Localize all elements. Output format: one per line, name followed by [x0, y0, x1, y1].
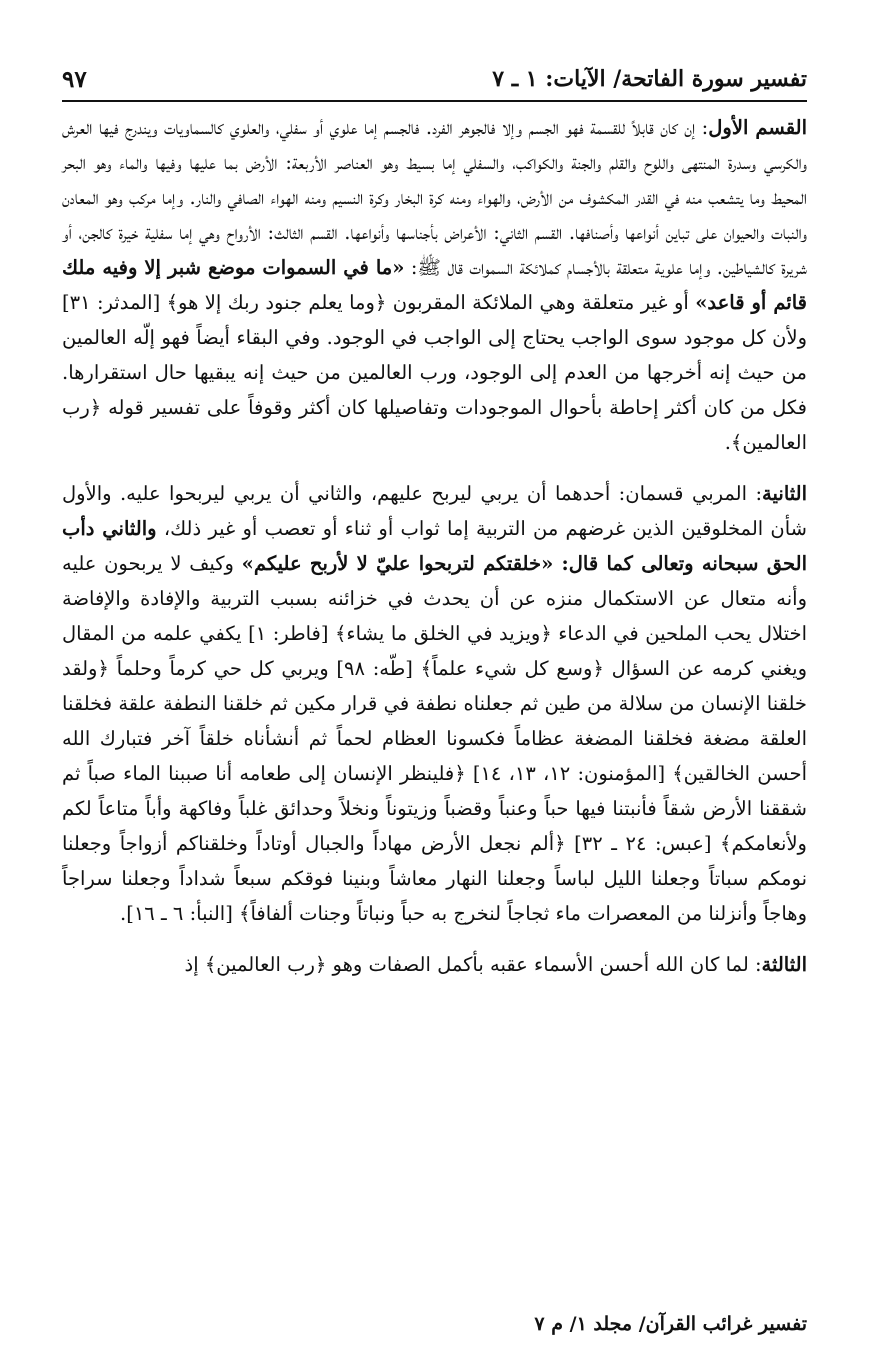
- paragraph-text: : إن كان قابلاً للقسمة فهو الجسم وإلا فالجوهر الفرد. فالجسم إما علوي أو سفلي، والعلوي كالسماويات ويندرج فيها العرش والكرسي وسدرة المنتهى واللوح والقلم والجنة والكواكب، والسفلي إما بسيط وهو العناصر الأربعة: الأرض بما عليها وفيها والماء وهو البحر المحيط وما يتشعب منه في القدر المكشوف من الأرض، والهواء ومنه كرة البخار وكرة النسيم ومنه الهواء الصافي والنار. وإما مركب وهو المعادن والنبات والحيوان على تباين أنواعها وأصنافها. القسم الثاني: الأعراض بأجناسها وأنواعها. القسم الثالث: الأرواح وهي إما سفلية خيرة كالجن، أو شريرة كالشياطين. وإما علوية متعلقة بالأجسام كملائكة السموات قال ﷺ:: [62, 116, 808, 279]
- paragraph-second: [62, 476, 807, 931]
- footer-signature: تفسير غرائب القرآن/ مجلد ١/ م ٧: [534, 1313, 807, 1335]
- section-heading: القسم الأول: [708, 116, 807, 139]
- paragraph-first-section: [62, 110, 807, 460]
- header-title: تفسير سورة الفاتحة/ الآيات: ١ ـ ٧: [492, 66, 807, 92]
- paragraph-text: : المربي قسمان: أحدهما أن يربي ليربح عليهم، والثاني أن يربي ليربحوا عليه. والأول شأن المخلوقين الذين غرضهم من التربية إما ثواب أو ثناء أو تعصب أو غير ذلك،: [62, 482, 808, 540]
- section-heading: الثالثة: [761, 953, 807, 976]
- paragraph-gap: [62, 460, 807, 476]
- paragraph-text: وكيف لا يربحون عليه وأنه متعال عن الاستكمال منزه عن أن يحدث في خزائنه بسبب التربية والإفادة والإفاضة اختلال يحب الملحين في الدعاء ﴿ويزيد في الخلق ما يشاء﴾ [فاطر: ١] يكفي علمه من المقال ويغني كرمه عن السؤال ﴿وسع كل شيء علماً﴾ [طّه: ٩٨] ويربي كل حي كرماً وحلماً ﴿ولقد خلقنا الإنسان من سلالة من طين ثم جعلناه نطفة في قرار مكين ثم خلقنا النطفة علقة فخلقنا العلقة مضغة فخلقنا المضغة عظاماً فكسونا العظام لحماً ثم أنشأناه خلقاً آخر فتبارك الله أحسن الخالقين﴾ [المؤمنون: ١٢، ١٣، ١٤] ﴿فلينظر الإنسان إلى طعامه أنا صببنا الماء صباً ثم شققنا الأرض شقاً فأنبتنا فيها حباً وعنباً وقضباً وزيتوناً ونخلاً وحدائق غلباً وفاكهة وأباً متاعاً لكم ولأنعامكم﴾ [عبس: ٢٤ ـ ٣٢] ﴿ألم نجعل الأرض مهاداً والجبال أوتاداً وخلقناكم أزواجاً وجعلنا نومكم سباتاً وجعلنا الليل لباساً وجعلنا النهار معاشاً وبنينا فوقكم سبعاً شداداً وجعلنا سراجاً وهاجاً وأنزلنا من المعصرات ماء ثجاجاً لنخرج به حباً ونباتاً وجنات ألفافاً﴾ [النبأ: ٦ ـ ١٦].: [62, 552, 807, 925]
- paragraph-text: أو غير متعلقة وهي الملائكة المقربون ﴿وما يعلم جنود ربك إلا هو﴾ [المدثر: ٣١] ولأن كل موجود سوى الواجب يحتاج إلى الواجب في الوجود. وفي البقاء أيضاً فهو إلّه العالمين من حيث إنه أخرجها من العدم إلى الوجود، ورب العالمين من حيث إنه يبقيها حال استقرارها. فكل من كان أكثر إحاطة بأحوال الموجودات وتفاصيلها كان أكثر وقوفاً على تفسير قوله ﴿رب العالمين﴾.: [62, 291, 807, 454]
- paragraph-gap: [62, 931, 807, 947]
- paragraph-third: [62, 947, 807, 982]
- paragraph-text: : لما كان الله أحسن الأسماء عقبه بأكمل الصفات وهو ﴿رب العالمين﴾ إذ: [184, 953, 762, 976]
- section-heading: الثانية: [762, 482, 807, 505]
- running-header: [62, 62, 807, 102]
- page-body: [62, 110, 807, 982]
- hadith-quote: والثاني دأب الحق سبحانه وتعالى كما قال: «خلقتكم لتربحوا عليّ لا لأربح عليكم»: [62, 517, 807, 575]
- page-number: ٩٧: [62, 66, 87, 93]
- hadith-quote: «ما في السموات موضع شبر إلا وفيه ملك قائم أو قاعد»: [62, 256, 807, 314]
